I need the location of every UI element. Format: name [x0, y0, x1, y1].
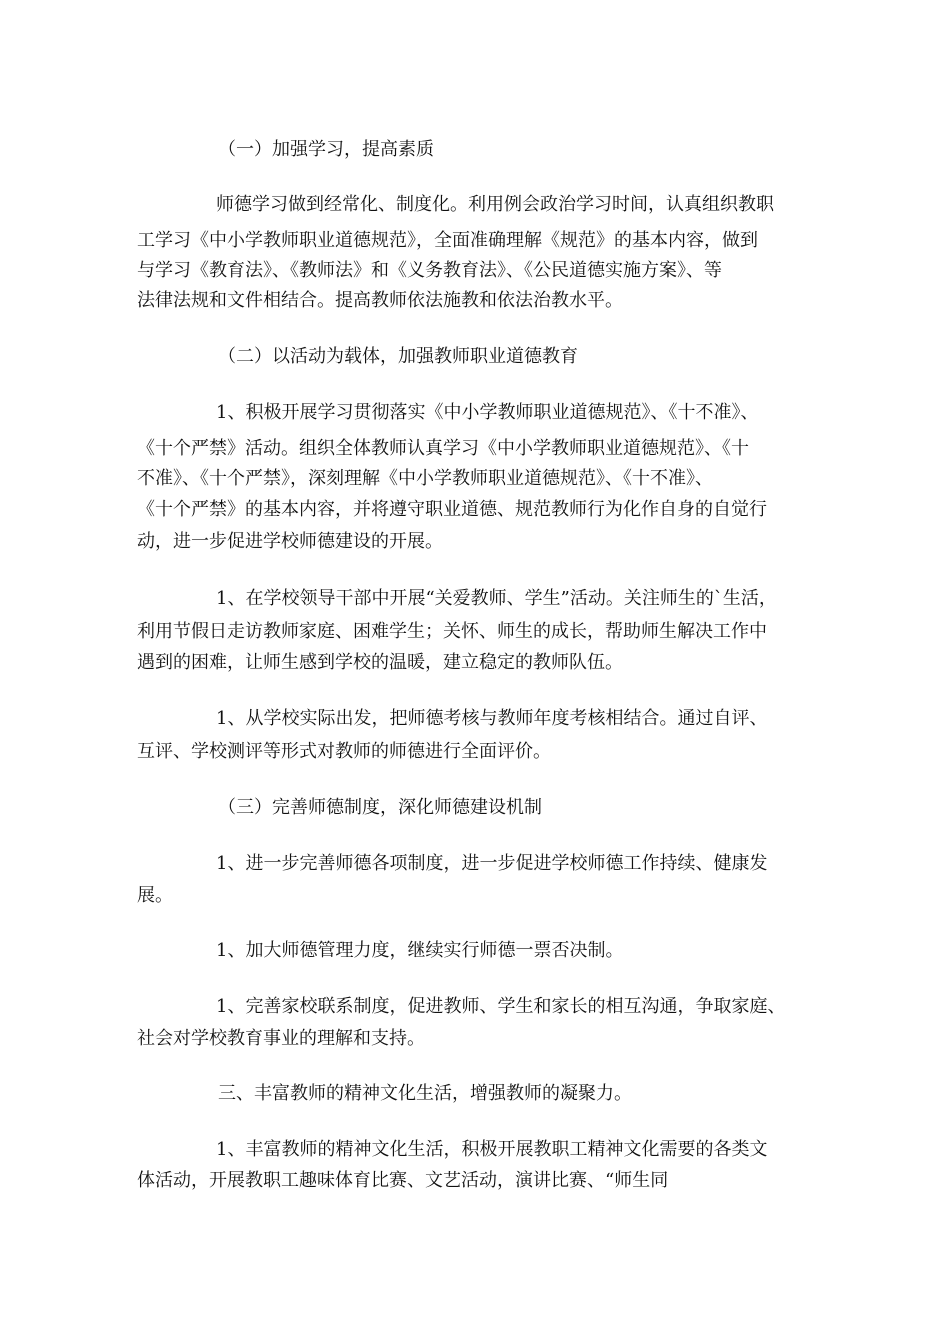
paragraph-line: 体活动，开展教职工趣味体育比赛、文艺活动，演讲比赛、“师生同: [137, 1170, 669, 1191]
section-heading: （一）加强学习，提高素质: [218, 139, 434, 160]
paragraph-line: 1、加大师德管理力度，继续实行师德一票否决制。: [216, 940, 624, 961]
paragraph-line: 与学习《教育法》、《教师法》和《义务教育法》、《公民道德实施方案》、等: [137, 260, 722, 281]
paragraph-line: 1、进一步完善师德各项制度，进一步促进学校师德工作持续、健康发: [216, 853, 768, 874]
paragraph-line: 互评、学校测评等形式对教师的师德进行全面评价。: [137, 741, 551, 762]
paragraph-line: 利用节假日走访教师家庭、困难学生；关怀、师生的成长，帮助师生解决工作中: [137, 621, 767, 642]
paragraph-line: 不准》、《十个严禁》，深刻理解《中小学教师职业道德规范》、《十不准》、: [137, 468, 713, 489]
paragraph-line: 工学习《中小学教师职业道德规范》，全面准确理解《规范》的基本内容，做到: [137, 230, 758, 251]
paragraph-line: 1、丰富教师的精神文化生活，积极开展教职工精神文化需要的各类文: [216, 1139, 768, 1160]
paragraph-line: 1、在学校领导干部中开展“关爱教师、学生”活动。关注师生的`生活，: [216, 588, 777, 609]
paragraph-line: 1、积极开展学习贯彻落实《中小学教师职业道德规范》、《十不准》、: [216, 402, 759, 423]
section-heading: （三）完善师德制度，深化师德建设机制: [218, 797, 542, 818]
paragraph-line: 社会对学校教育事业的理解和支持。: [137, 1028, 425, 1049]
section-heading: （二）以活动为载体，加强教师职业道德教育: [218, 346, 578, 367]
paragraph-line: 《十个严禁》的基本内容，并将遵守职业道德、规范教师行为化作自身的自觉行: [137, 499, 767, 520]
paragraph-line: 动，进一步促进学校师德建设的开展。: [137, 531, 443, 552]
paragraph-line: 1、完善家校联系制度，促进教师、学生和家长的相互沟通，争取家庭、: [216, 996, 786, 1017]
paragraph-line: 1、从学校实际出发，把师德考核与教师年度考核相结合。通过自评、: [216, 708, 768, 729]
section-heading: 三、丰富教师的精神文化生活，增强教师的凝聚力。: [218, 1083, 632, 1104]
paragraph-line: 法律法规和文件相结合。提高教师依法施教和依法治教水平。: [137, 290, 623, 311]
paragraph-line: 师德学习做到经常化、制度化。利用例会政治学习时间，认真组织教职: [216, 194, 774, 215]
paragraph-line: 《十个严禁》活动。组织全体教师认真学习《中小学教师职业道德规范》、《十: [137, 438, 749, 459]
paragraph-line: 展。: [137, 885, 173, 906]
paragraph-line: 遇到的困难，让师生感到学校的温暖，建立稳定的教师队伍。: [137, 652, 623, 673]
